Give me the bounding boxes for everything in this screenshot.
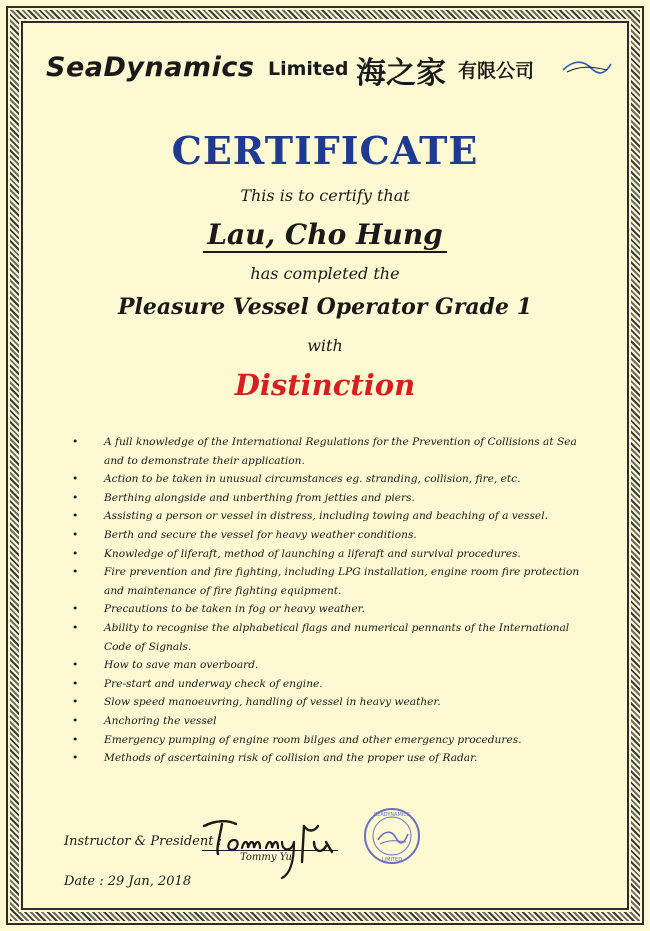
certify-line: This is to certify that — [240, 186, 410, 205]
competency-list — [72, 433, 582, 768]
course-name: Pleasure Vessel Operator Grade 1 — [117, 294, 533, 320]
list-item: • Anchoring the vessel — [72, 712, 582, 731]
brand-chinese-suffix: 有限公司 — [458, 60, 535, 82]
list-item: • Precautions to be taken in fog or heavy weather. — [72, 600, 582, 619]
brand-suffix: Limited — [268, 58, 349, 80]
list-item: • Berth and secure the vessel for heavy weather conditions. — [72, 526, 582, 545]
company-seal-stamp — [362, 806, 422, 866]
list-item: • How to save man overboard. — [72, 656, 582, 675]
list-item: • Knowledge of liferaft, method of launching a liferaft and survival procedures. — [72, 545, 582, 564]
svg-text:LIMITED: LIMITED — [381, 857, 403, 863]
list-item: • Pre-start and underway check of engine. — [72, 675, 582, 694]
company-header — [46, 50, 616, 91]
list-item: • Assisting a person or vessel in distress, including towing and beaching of a vessel. — [72, 507, 582, 526]
completed-line: has completed the — [250, 264, 400, 283]
list-item: • Berthing alongside and unberthing from jetties and piers. — [72, 489, 582, 508]
certificate-title: CERTIFICATE — [171, 128, 479, 173]
list-item: • Methods of ascertaining risk of collision and the proper use of Radar. — [72, 749, 582, 768]
list-item: • Emergency pumping of engine room bilges and other emergency procedures. — [72, 731, 582, 750]
with-line: with — [307, 336, 343, 355]
signatory-label: Instructor & President : — [64, 834, 222, 849]
list-item: • Slow speed manoeuvring, handling of vessel in heavy weather. — [72, 693, 582, 712]
signer-name: Tommy Yu — [240, 852, 292, 863]
brand-chinese-name: 海之家 — [356, 56, 446, 91]
recipient-name — [0, 218, 650, 253]
handwritten-signature — [196, 812, 346, 882]
brand-name: SeaDynamics — [46, 52, 255, 83]
grade-distinction: Distinction — [234, 368, 416, 402]
list-item: • Ability to recognise the alphabetical flags and numerical pennants of the International Code of Signals. — [72, 619, 582, 656]
recipient-name-text: Lau, Cho Hung — [203, 218, 447, 253]
list-item: • Fire prevention and fire fighting, including LPG installation, engine room fire protection and maintenance of fire fighting equipment. — [72, 563, 582, 600]
list-item: • A full knowledge of the International Regulations for the Prevention of Collisions at Sea and to demonstrate their application. — [72, 433, 582, 470]
wave-logo-icon — [561, 58, 613, 78]
list-item: • Action to be taken in unusual circumstances eg. stranding, collision, fire, etc. — [72, 470, 582, 489]
issue-date: Date : 29 Jan, 2018 — [64, 874, 192, 889]
svg-text:SEADYNAMICS: SEADYNAMICS — [374, 812, 410, 818]
